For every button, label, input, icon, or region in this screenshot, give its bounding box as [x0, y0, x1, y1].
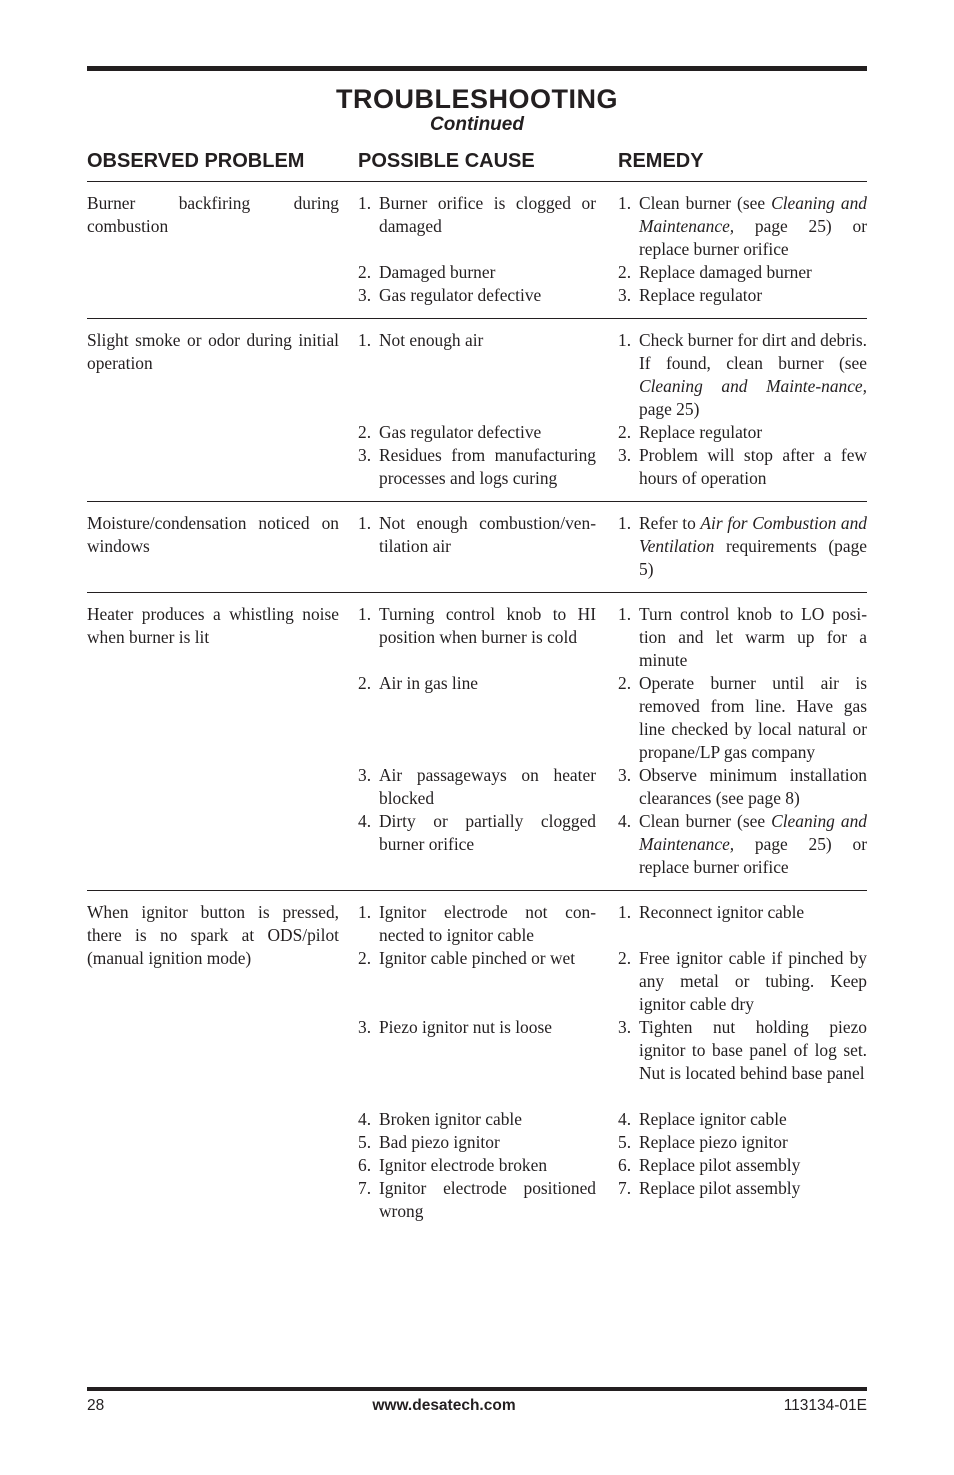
- cause-text: Residues from manufacturing processes and logs curing: [379, 445, 596, 488]
- item-number: 5.: [358, 1132, 372, 1152]
- item-number: 1.: [358, 604, 372, 624]
- item-number: 1.: [358, 902, 372, 922]
- table-section: [87, 593, 867, 891]
- remedy-text-part: Clean burner (see: [639, 811, 772, 831]
- item-number: 4.: [358, 811, 372, 831]
- remedy-text-part: Observe minimum installation clearances (see page 8): [639, 765, 867, 808]
- remedy-item: [618, 444, 867, 490]
- header-remedy: REMEDY: [618, 150, 704, 172]
- remedy-text-part: Tighten nut holding piezo ignitor to base panel of log set. Nut is located behind base panel: [639, 1017, 867, 1083]
- remedy-text: [639, 810, 867, 879]
- possible-causes: [358, 329, 596, 490]
- remedy-item: [618, 261, 867, 284]
- document-number: 113134-01E: [783, 1397, 867, 1414]
- item-number: 4.: [618, 811, 632, 831]
- item-number: 3.: [618, 1017, 632, 1037]
- remedy-text: [639, 261, 867, 284]
- remedy-text-part: Operate burner until air is removed from line. Have gas line checked by local natural or propane/LP gas company: [639, 673, 867, 762]
- item-number: 3.: [358, 1017, 372, 1037]
- observed-problem: Moisture/condensation noticed on windows: [87, 513, 339, 556]
- table-section: [87, 891, 867, 1234]
- remedy-text-part: Replace ignitor cable: [639, 1109, 787, 1129]
- item-number: 3.: [618, 765, 632, 785]
- cause-text: Ignitor electrode positioned wrong: [379, 1178, 596, 1221]
- item-number: 2.: [618, 262, 632, 282]
- cause-item: [358, 421, 596, 444]
- page-title: TROUBLESHOOTING: [336, 84, 618, 114]
- item-number: 4.: [618, 1109, 632, 1129]
- item-number: 2.: [618, 673, 632, 693]
- troubleshooting-table: [87, 182, 867, 1234]
- cause-text: Not enough air: [379, 330, 484, 350]
- possible-causes: [358, 192, 596, 307]
- remedies: [618, 329, 867, 490]
- remedy-text-part: requirements (page 5): [639, 536, 867, 579]
- item-number: 3.: [358, 285, 372, 305]
- cause-text: Ignitor cable pinched or wet: [379, 948, 576, 968]
- item-number: 2.: [358, 673, 372, 693]
- cause-item: [358, 1108, 596, 1131]
- remedy-text-part: Clean burner (see: [639, 193, 772, 213]
- remedy-text-part: Free ignitor cable if pinched by any metal or tubing. Keep ignitor cable dry: [639, 948, 867, 1014]
- cause-text: Dirty or partially clogged burner orifice: [379, 811, 596, 854]
- possible-causes: [358, 512, 596, 581]
- remedy-reference: Air for Combustion and Ventilation: [639, 513, 867, 556]
- remedy-reference: Cleaning and Maintenance,: [639, 811, 867, 854]
- remedy-item: [618, 284, 867, 307]
- remedy-text-part: Problem will stop after a few hours of operation: [639, 445, 867, 488]
- cause-item: [358, 444, 596, 490]
- item-number: 6.: [618, 1155, 632, 1175]
- remedy-text: [639, 603, 867, 672]
- remedy-item: [618, 947, 867, 1016]
- cause-item: [358, 192, 596, 238]
- page-footer: [87, 1387, 867, 1415]
- observed-problem: Heater produces a whistling noise when burner is lit: [87, 604, 339, 647]
- remedies: [618, 603, 867, 879]
- possible-causes: [358, 603, 596, 879]
- item-number: 2.: [618, 422, 632, 442]
- remedy-item: [618, 512, 867, 581]
- remedy-text: [639, 1108, 867, 1131]
- item-number: 1.: [358, 330, 372, 350]
- cause-item: [358, 947, 596, 970]
- cause-text: Damaged burner: [379, 262, 496, 282]
- item-number: 2.: [358, 262, 372, 282]
- item-number: 1.: [358, 513, 372, 533]
- item-number: 7.: [358, 1178, 372, 1198]
- remedy-text: [639, 901, 867, 924]
- cause-item: [358, 901, 596, 947]
- cause-text: Piezo ignitor nut is loose: [379, 1017, 552, 1037]
- remedy-text: [639, 192, 867, 261]
- cause-text: Air passageways on heater blocked: [379, 765, 596, 808]
- remedy-text-part: Replace regulator: [639, 422, 763, 442]
- item-number: 1.: [618, 604, 632, 624]
- cause-item: [358, 512, 596, 558]
- remedy-text: [639, 764, 867, 810]
- remedy-text: [639, 421, 867, 444]
- remedy-text-part: Refer to: [639, 513, 701, 533]
- remedies: [618, 192, 867, 307]
- remedy-text-part: page 25): [639, 399, 700, 419]
- observed-problem: When ignitor button is pressed, there is no spark at ODS/pilot (manual ignition mode): [87, 902, 339, 968]
- item-number: 3.: [358, 445, 372, 465]
- cause-item: [358, 764, 596, 810]
- top-rule: [87, 66, 867, 71]
- item-number: 4.: [358, 1109, 372, 1129]
- cause-text: Bad piezo ignitor: [379, 1132, 500, 1152]
- remedy-text: [639, 284, 867, 307]
- remedy-item: [618, 1177, 867, 1200]
- remedy-text-part: Check burner for dirt and debris. If found, clean burner (see: [639, 330, 867, 373]
- cause-item: [358, 1131, 596, 1154]
- item-number: 3.: [358, 765, 372, 785]
- cause-item: [358, 329, 596, 352]
- observed-problem: Slight smoke or odor during initial operation: [87, 330, 339, 373]
- cause-item: [358, 1016, 596, 1039]
- remedy-text: [639, 947, 867, 1016]
- cause-item: [358, 1154, 596, 1177]
- table-section: [87, 182, 867, 319]
- remedy-item: [618, 1108, 867, 1131]
- remedy-item: [618, 1131, 867, 1154]
- table-section: [87, 319, 867, 502]
- remedy-text: [639, 512, 867, 581]
- remedies: [618, 901, 867, 1223]
- item-number: 2.: [358, 422, 372, 442]
- remedy-item: [618, 672, 867, 764]
- remedy-text-part: Replace pilot assembly: [639, 1178, 801, 1198]
- remedy-text-part: Replace pilot assembly: [639, 1155, 801, 1175]
- header-possible-cause: POSSIBLE CAUSE: [358, 150, 535, 172]
- remedy-item: [618, 810, 867, 879]
- remedy-item: [618, 1154, 867, 1177]
- item-number: 1.: [618, 193, 632, 213]
- item-number: 1.: [358, 193, 372, 213]
- remedy-item: [618, 603, 867, 672]
- remedy-text-part: Turn control knob to LO posi-tion and let warm up for a minute: [639, 604, 867, 670]
- page-subtitle: Continued: [430, 114, 524, 135]
- cause-text: Gas regulator defective: [379, 285, 542, 305]
- cause-text: Turning control knob to HI position when burner is cold: [379, 604, 596, 647]
- footer-url[interactable]: www.desatech.com: [372, 1397, 516, 1414]
- remedy-text: [639, 329, 867, 421]
- possible-causes: [358, 901, 596, 1223]
- remedy-text: [639, 1016, 867, 1085]
- page-content: [87, 66, 867, 1234]
- item-number: 3.: [618, 445, 632, 465]
- item-number: 1.: [618, 513, 632, 533]
- header-observed-problem: OBSERVED PROBLEM: [87, 150, 305, 172]
- cause-text: Not enough combustion/ven-tilation air: [379, 513, 596, 556]
- cause-item: [358, 810, 596, 856]
- remedy-text: [639, 672, 867, 764]
- remedy-text-part: Reconnect ignitor cable: [639, 902, 805, 922]
- remedy-text: [639, 1177, 867, 1200]
- cause-text: Burner orifice is clogged or damaged: [379, 193, 596, 236]
- cause-text: Broken ignitor cable: [379, 1109, 522, 1129]
- remedy-text-part: page 25) or replace burner orifice: [639, 216, 867, 259]
- remedy-item: [618, 764, 867, 810]
- remedies: [618, 512, 867, 581]
- cause-item: [358, 603, 596, 649]
- cause-item: [358, 261, 596, 284]
- item-number: 1.: [618, 902, 632, 922]
- item-number: 6.: [358, 1155, 372, 1175]
- item-number: 2.: [618, 948, 632, 968]
- remedy-text-part: Replace piezo ignitor: [639, 1132, 788, 1152]
- remedy-item: [618, 192, 867, 261]
- cause-text: Air in gas line: [379, 673, 479, 693]
- item-number: 7.: [618, 1178, 632, 1198]
- item-number: 3.: [618, 285, 632, 305]
- item-number: 2.: [358, 948, 372, 968]
- remedy-text: [639, 444, 867, 490]
- remedy-text-part: Replace regulator: [639, 285, 763, 305]
- cause-text: Ignitor electrode not con-nected to ignitor cable: [379, 902, 596, 945]
- cause-item: [358, 284, 596, 307]
- remedy-reference: Cleaning and Maintenance,: [639, 193, 867, 236]
- table-section: [87, 502, 867, 593]
- remedy-text-part: page 25) or replace burner orifice: [639, 834, 867, 877]
- cause-text: Ignitor electrode broken: [379, 1155, 548, 1175]
- remedy-item: [618, 1016, 867, 1085]
- remedy-text: [639, 1154, 867, 1177]
- item-number: 1.: [618, 330, 632, 350]
- remedy-item: [618, 329, 867, 421]
- column-headers: [87, 149, 867, 182]
- remedy-item: [618, 421, 867, 444]
- remedy-text-part: Replace damaged burner: [639, 262, 812, 282]
- cause-text: Gas regulator defective: [379, 422, 542, 442]
- remedy-text: [639, 1131, 867, 1154]
- bottom-rule: [87, 1387, 867, 1391]
- item-number: 5.: [618, 1132, 632, 1152]
- remedy-item: [618, 901, 867, 924]
- cause-item: [358, 672, 596, 695]
- page-number: 28: [87, 1397, 105, 1414]
- observed-problem: Burner backfiring during combustion: [87, 193, 339, 236]
- cause-item: [358, 1177, 596, 1223]
- remedy-reference: Cleaning and Mainte-nance,: [639, 376, 867, 396]
